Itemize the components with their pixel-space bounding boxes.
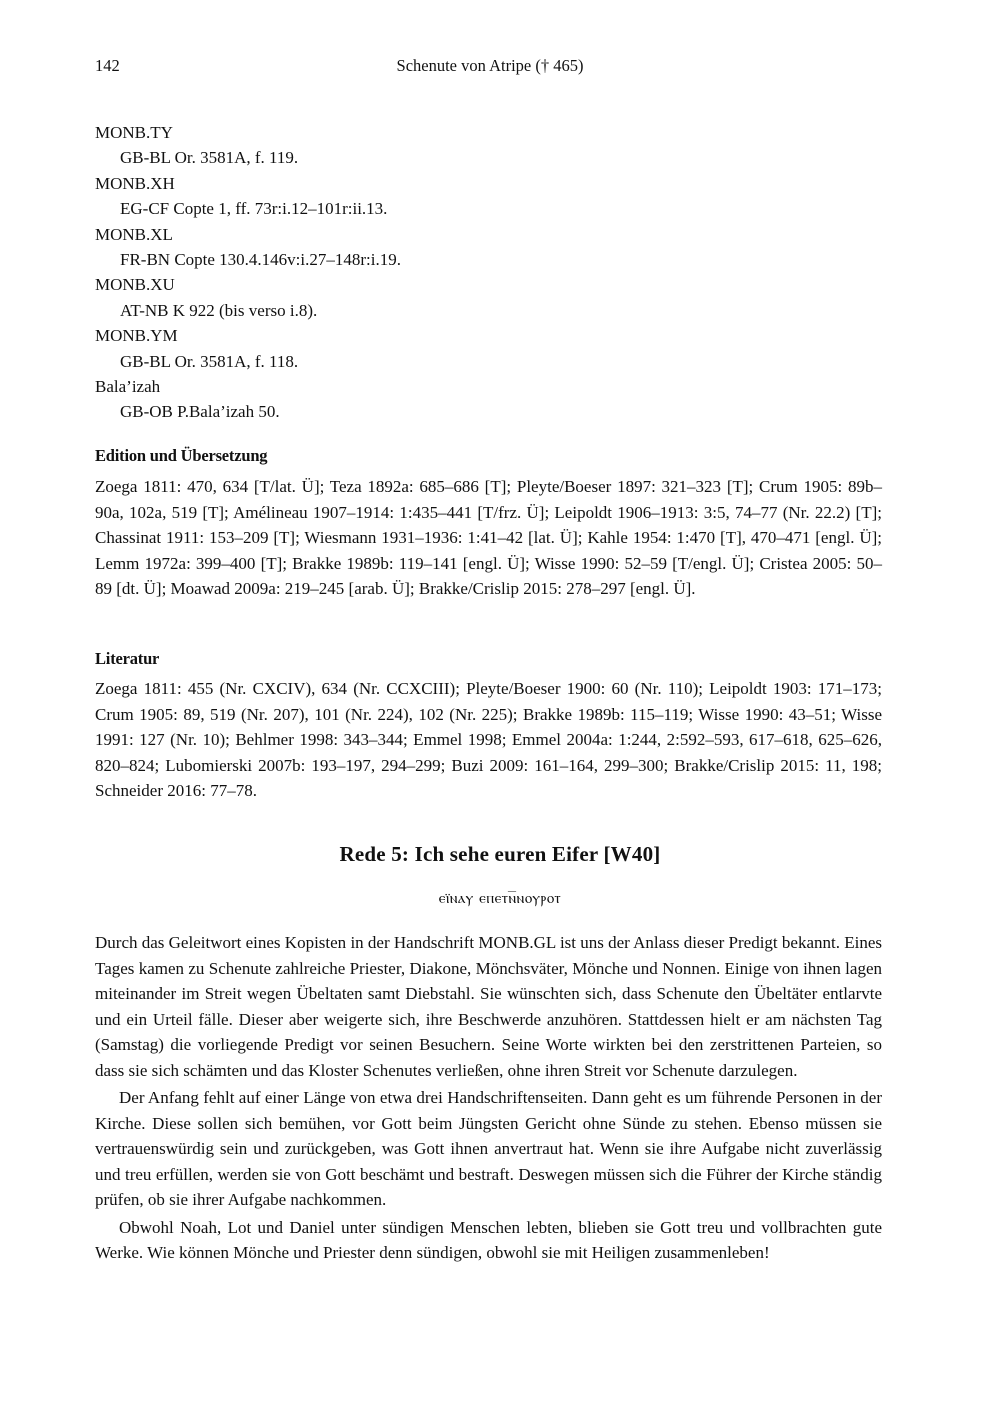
- siglum-id: MONB.XL: [95, 224, 173, 244]
- page-number: 142: [95, 56, 120, 75]
- literatur-text: Zoega 1811: 455 (Nr. CXCIV), 634 (Nr. CCXCIII); Pleyte/Boeser 1900: 60 (Nr. 110); Leipoldt 1903: 171–173; Crum 1905: 89, 519 (Nr. 207), 101 (Nr. 224), 102 (Nr. 225); Brakke 1989b: 115–119; Wisse 1990: 43–51; Wisse 1991: 127 (Nr. 10); Behlmer 1998: 343–344; Emmel 1998; Emmel 2004a: 1:244, 2:592–593, 617–618, 625–626, 820–824; Lubomierski 2007b: 193–197, 294–299; Buzi 2009: 161–164, 299–300; Brakke/Crislip 2015: 11, 198; Schneider 2016: 77–78.: [95, 679, 882, 800]
- siglum-id: MONB.XU: [95, 275, 175, 295]
- body-paragraph: Obwohl Noah, Lot und Daniel unter sündigen Menschen lebten, blieben sie Gott treu und vollbrachten gute Werke. Wie können Mönche und Priester denn sündigen, obwohl sie mit Heiligen zusammenleben!: [95, 1217, 882, 1262]
- siglum-entry: [95, 171, 885, 222]
- body-paragraph: Der Anfang fehlt auf einer Länge von etwa drei Handschriftenseiten. Dann geht es um führende Personen in der Kirche. Diese sollen sich bemühen, vor Gott beim Jüngsten Gericht ohne Sünde zu stehen. Ebenso müssen sie vertrauenswürdig sein und zurückgeben, was Gott ihnen anvertraut hat. Wenn sie ihre Aufgabe nicht zuverlässig und treu erfüllen, werden sie von Gott beschämt und bestraft. Deswegen müssen sich die Führer der Kirche ständig prüfen, ob sie ihrer Aufgabe nachkommen.: [95, 1088, 882, 1209]
- siglum-id: MONB.XH: [95, 173, 175, 193]
- siglum-id: Bala’izah: [95, 377, 161, 397]
- edition-heading: Edition und Übersetzung: [95, 446, 268, 465]
- siglum-ref: GB-BL Or. 3581A, f. 119.: [120, 148, 299, 168]
- coptic-title: ⲉⲓ̈ⲛⲁⲩ ⲉⲡⲉⲧⲛ̅ⲛⲟⲩⲣⲟⲧ: [438, 889, 562, 907]
- siglum-ref: EG-CF Copte 1, ff. 73r:i.12–101r:ii.13.: [120, 199, 388, 219]
- speech-title: Rede 5: Ich sehe euren Eifer [W40]: [339, 842, 661, 866]
- siglum-ref: FR-BN Copte 130.4.146v:i.27–148r:i.19.: [120, 250, 401, 270]
- siglum-entry: [95, 374, 885, 425]
- siglum-ref: AT-NB K 922 (bis verso i.8).: [120, 300, 318, 320]
- sigla-list: [95, 120, 885, 425]
- literatur-heading: Literatur: [95, 649, 160, 668]
- edition-text: Zoega 1811: 470, 634 [T/lat. Ü]; Teza 1892a: 685–686 [T]; Pleyte/Boeser 1897: 321–323 [T]; Crum 1905: 89b–90a, 102a, 519 [T]; Amélineau 1907–1914: 1:435–441 [T/frz. Ü]; Leipoldt 1906–1913: 3:5, 74–77 (Nr. 22.2) [T]; Chassinat 1911: 153–209 [T]; Wiesmann 1931–1936: 1:41–42 [lat. Ü]; Kahle 1954: 1:470 [T], 470–471 [engl. Ü]; Lemm 1972a: 399–400 [T]; Brakke 1989b: 119–141 [engl. Ü]; Wisse 1990: 52–59 [T/engl. Ü]; Cristea 2005: 50–89 [dt. Ü]; Moawad 2009a: 219–245 [arab. Ü]; Brakke/Crislip 2015: 278–297 [engl. Ü].: [95, 477, 882, 598]
- body-paragraph: Durch das Geleitwort eines Kopisten in der Handschrift MONB.GL ist uns der Anlass dieser Predigt bekannt. Eines Tages kamen zu Schenute zahlreiche Priester, Diakone, Mönchsväter, Mönche und Nonnen. Einige von ihnen lagen miteinander im Streit wegen Übeltaten samt Diebstahl. Sie wünschten sich, dass Schenute den Übeltäter entlarvte und ein Urteil fälle. Dieser aber weigerte sich, ihre Beschwerde anzuhören. Stattdessen hielt er am nächsten Tag (Samstag) die vorliegende Predigt vor seinen Besuchern. Seine Worte wirkten bei den zerstrittenen Parteien, so dass sie sich schämten und das Kloster Schenutes verließen, ohne ihren Streit vor Schenute darzulegen.: [95, 933, 882, 1080]
- siglum-ref: GB-BL Or. 3581A, f. 118.: [120, 351, 299, 371]
- siglum-id: MONB.YM: [95, 326, 178, 346]
- siglum-ref: GB-OB P.Bala’izah 50.: [120, 402, 280, 422]
- body-text: [95, 930, 882, 1266]
- siglum-entry: [95, 323, 885, 374]
- siglum-entry: [95, 272, 885, 323]
- siglum-id: MONB.TY: [95, 123, 173, 142]
- siglum-entry: [95, 120, 885, 171]
- siglum-entry: [95, 222, 885, 273]
- page-header: [95, 56, 885, 80]
- running-title: Schenute von Atripe († 465): [396, 56, 584, 75]
